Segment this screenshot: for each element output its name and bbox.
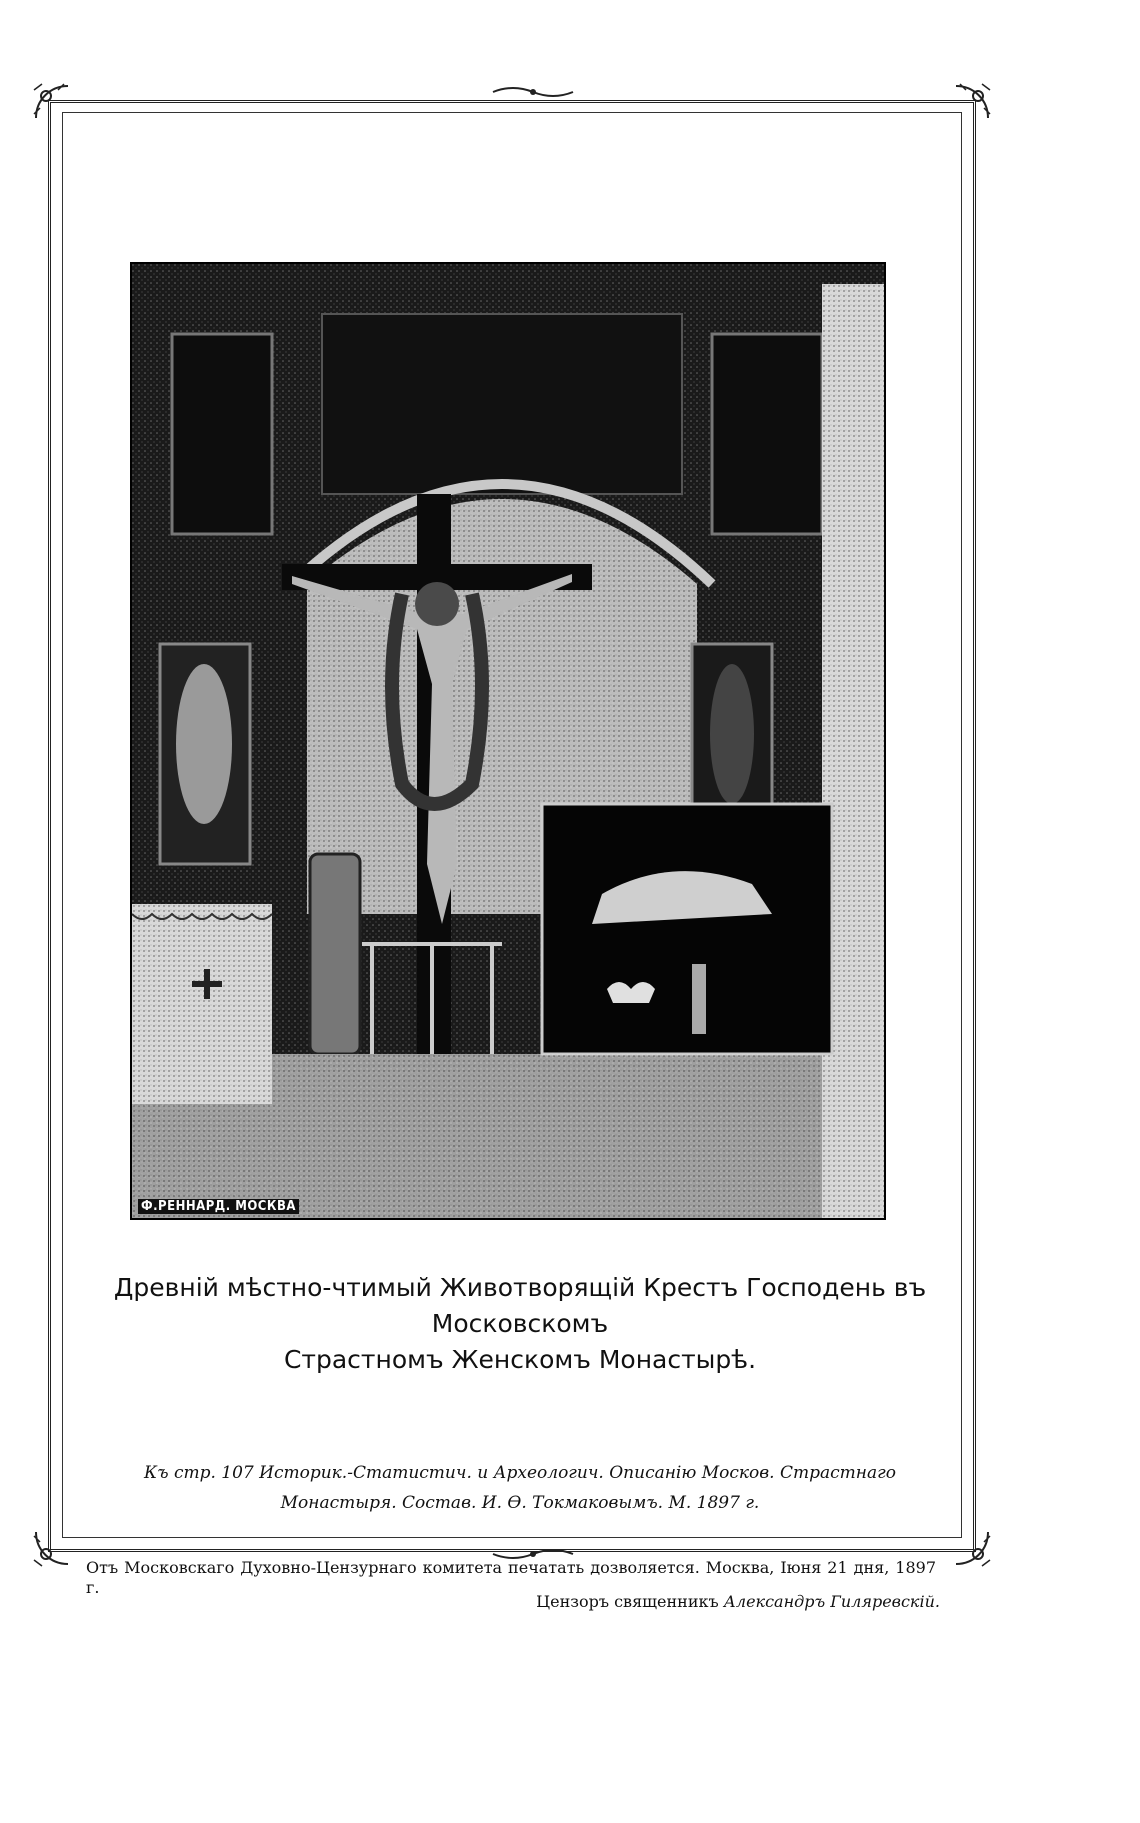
top-center-ornament bbox=[488, 84, 578, 100]
reference-line-2: Монастыря. Состав. И. Ѳ. Токмаковымъ. М. 1897 г. bbox=[280, 1493, 760, 1513]
caption-line-1: Древнiй мѣстно-чтимый Животворящiй Крестъ Господень въ Московскомъ bbox=[113, 1273, 927, 1338]
censor-signature bbox=[480, 1592, 940, 1611]
photograph-plate bbox=[130, 262, 886, 1220]
photographer-credit: Ф.РЕННАРД. МОСКВА bbox=[138, 1199, 299, 1214]
corner-ornament-top-right bbox=[952, 82, 992, 122]
corner-ornament-top-left bbox=[32, 82, 72, 122]
corner-ornament-bottom-left bbox=[32, 1528, 72, 1568]
corner-ornament-bottom-right bbox=[952, 1528, 992, 1568]
photo-caption bbox=[80, 1270, 960, 1378]
censorship-approval: Отъ Московскаго Духовно-Цензурнаго комитета печатать дозволяется. Москва, Iюня 21 дня, 1897 г. bbox=[86, 1558, 936, 1597]
reference-line-1: Къ стр. 107 Историк.-Статистич. и Археологич. Описанiю Москов. Страстнаго bbox=[144, 1463, 896, 1483]
caption-line-2: Страстномъ Женскомъ Монастырѣ. bbox=[283, 1345, 757, 1374]
censor-title: Цензоръ священникъ bbox=[536, 1592, 719, 1611]
crucifix-photograph bbox=[132, 264, 884, 1218]
page-reference bbox=[120, 1458, 920, 1518]
censor-name: Александръ Гиляревскiй. bbox=[723, 1592, 940, 1611]
